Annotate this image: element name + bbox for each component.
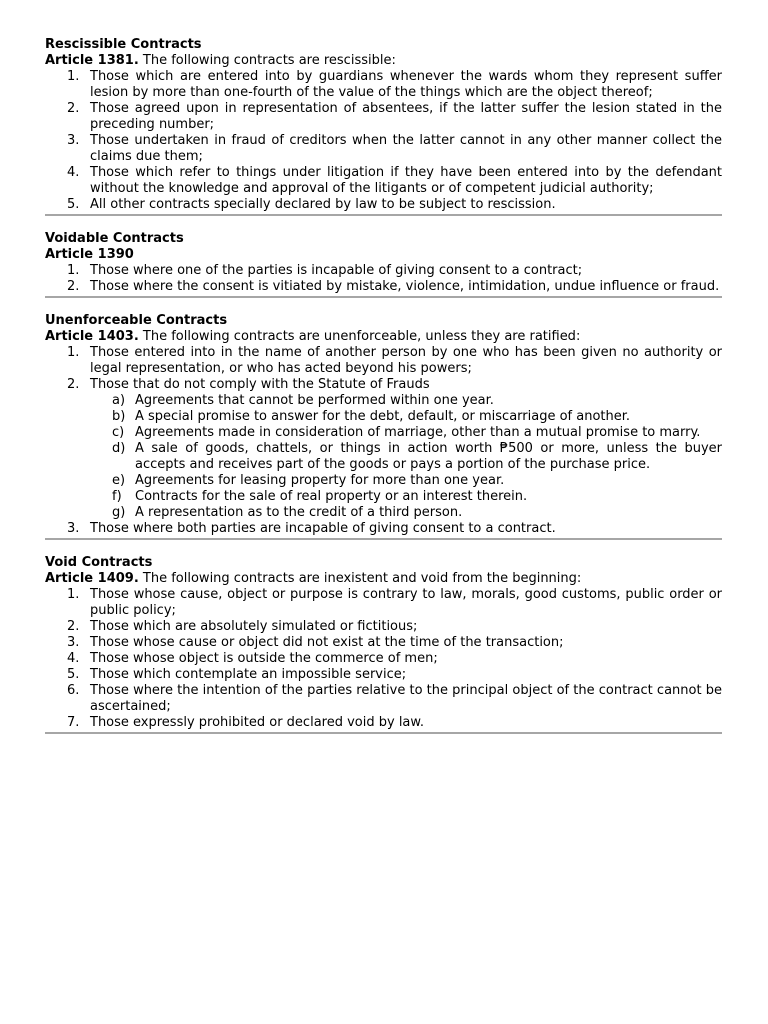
section-divider — [45, 296, 722, 298]
sub-item-letter: f) — [112, 489, 122, 504]
sub-list-item — [90, 393, 722, 409]
item-text: Those which are entered into by guardians whenever the wards whom they represent suffer lesion by more than one-fourth of the value of the things which are the object thereof; — [90, 69, 722, 100]
section-voidable — [45, 231, 722, 298]
section-title: Voidable Contracts — [45, 231, 184, 246]
item-text: Those which contemplate an impossible service; — [90, 667, 407, 682]
sub-item-letter: g) — [112, 505, 126, 520]
list-item — [45, 263, 722, 279]
list-item — [45, 345, 722, 377]
section-rescissible — [45, 37, 722, 216]
list-item — [45, 587, 722, 619]
section-divider — [45, 214, 722, 216]
item-number: 4. — [67, 165, 80, 180]
item-number: 3. — [67, 521, 80, 536]
item-number: 1. — [67, 587, 80, 602]
list-item — [45, 377, 722, 521]
item-number: 5. — [67, 197, 80, 212]
item-text: Those where the intention of the parties relative to the principal object of the contract cannot be ascertained; — [90, 683, 722, 714]
sub-item-letter: d) — [112, 441, 126, 456]
item-list — [45, 263, 722, 295]
list-item — [45, 667, 722, 683]
list-item — [45, 165, 722, 197]
sub-item-text: A special promise to answer for the debt, default, or miscarriage of another. — [135, 409, 631, 424]
item-text: Those where the consent is vitiated by mistake, violence, intimidation, undue influence or fraud. — [90, 279, 720, 294]
list-item — [45, 651, 722, 667]
article-text: The following contracts are inexistent and void from the beginning: — [138, 571, 582, 586]
sub-item-text: Contracts for the sale of real property or an interest therein. — [135, 489, 528, 504]
item-number: 1. — [67, 345, 80, 360]
article-line — [45, 53, 722, 69]
sub-list-item — [90, 489, 722, 505]
item-text: Those that do not comply with the Statute of Frauds — [90, 377, 430, 392]
list-item — [45, 133, 722, 165]
item-text: All other contracts specially declared by law to be subject to rescission. — [90, 197, 556, 212]
item-text: Those whose cause or object did not exist at the time of the transaction; — [90, 635, 564, 650]
item-text: Those where both parties are incapable of giving consent to a contract. — [90, 521, 556, 536]
item-number: 3. — [67, 133, 80, 148]
sub-item-list — [90, 393, 722, 521]
item-text: Those which refer to things under litigation if they have been entered into by the defendant without the knowledge and approval of the litigants or of competent judicial authority; — [90, 165, 722, 196]
list-item — [45, 279, 722, 295]
item-text: Those whose cause, object or purpose is contrary to law, morals, good customs, public order or public policy; — [90, 587, 722, 618]
sub-item-letter: b) — [112, 409, 126, 424]
item-number: 5. — [67, 667, 80, 682]
item-number: 1. — [67, 263, 80, 278]
article-label: Article 1409. — [45, 571, 139, 586]
item-number: 3. — [67, 635, 80, 650]
article-label: Article 1390 — [45, 247, 134, 262]
item-list — [45, 587, 722, 731]
item-number: 2. — [67, 279, 80, 294]
item-list — [45, 69, 722, 213]
item-text: Those undertaken in fraud of creditors when the latter cannot in any other manner collect the claims due them; — [90, 133, 722, 164]
article-label: Article 1381. — [45, 53, 139, 68]
article-line — [45, 329, 722, 345]
sub-item-text: A representation as to the credit of a third person. — [135, 505, 463, 520]
section-title: Rescissible Contracts — [45, 37, 202, 52]
item-number: 1. — [67, 69, 80, 84]
sub-item-letter: c) — [112, 425, 125, 440]
list-item — [45, 101, 722, 133]
list-item — [45, 635, 722, 651]
sub-list-item — [90, 409, 722, 425]
sub-item-text: Agreements for leasing property for more than one year. — [135, 473, 505, 488]
section-void — [45, 555, 722, 734]
article-text: The following contracts are rescissible: — [138, 53, 396, 68]
article-label: Article 1403. — [45, 329, 139, 344]
item-text: Those expressly prohibited or declared void by law. — [90, 715, 424, 730]
item-number: 2. — [67, 377, 80, 392]
section-divider — [45, 538, 722, 540]
list-item — [45, 69, 722, 101]
item-number: 2. — [67, 619, 80, 634]
list-item — [45, 521, 722, 537]
list-item — [45, 715, 722, 731]
sub-item-text: Agreements that cannot be performed within one year. — [135, 393, 494, 408]
item-list — [45, 345, 722, 537]
section-title: Unenforceable Contracts — [45, 313, 228, 328]
list-item — [45, 619, 722, 635]
list-item — [45, 197, 722, 213]
item-number: 6. — [67, 683, 80, 698]
section-divider — [45, 732, 722, 734]
section-unenforceable — [45, 313, 722, 540]
item-number: 4. — [67, 651, 80, 666]
article-line — [45, 571, 722, 587]
section-title: Void Contracts — [45, 555, 153, 570]
item-text: Those agreed upon in representation of absentees, if the latter suffer the lesion stated in the preceding number; — [90, 101, 722, 132]
item-text: Those where one of the parties is incapable of giving consent to a contract; — [90, 263, 583, 278]
item-number: 2. — [67, 101, 80, 116]
sub-item-letter: e) — [112, 473, 126, 488]
item-number: 7. — [67, 715, 80, 730]
sub-list-item — [90, 505, 722, 521]
item-text: Those which are absolutely simulated or fictitious; — [90, 619, 418, 634]
list-item — [45, 683, 722, 715]
sub-item-text: A sale of goods, chattels, or things in action worth ₱500 or more, unless the buyer accepts and receives part of the goods or pays a portion of the purchase price. — [135, 441, 722, 472]
sub-list-item — [90, 441, 722, 473]
sub-item-letter: a) — [112, 393, 126, 408]
article-text: The following contracts are unenforceable, unless they are ratified: — [138, 329, 581, 344]
sub-item-text: Agreements made in consideration of marriage, other than a mutual promise to marry. — [135, 425, 701, 440]
article-line — [45, 247, 722, 263]
item-text: Those whose object is outside the commerce of men; — [90, 651, 438, 666]
sub-list-item — [90, 425, 722, 441]
item-text: Those entered into in the name of another person by one who has been given no authority or legal representation, or who has acted beyond his powers; — [90, 345, 722, 376]
sub-list-item — [90, 473, 722, 489]
